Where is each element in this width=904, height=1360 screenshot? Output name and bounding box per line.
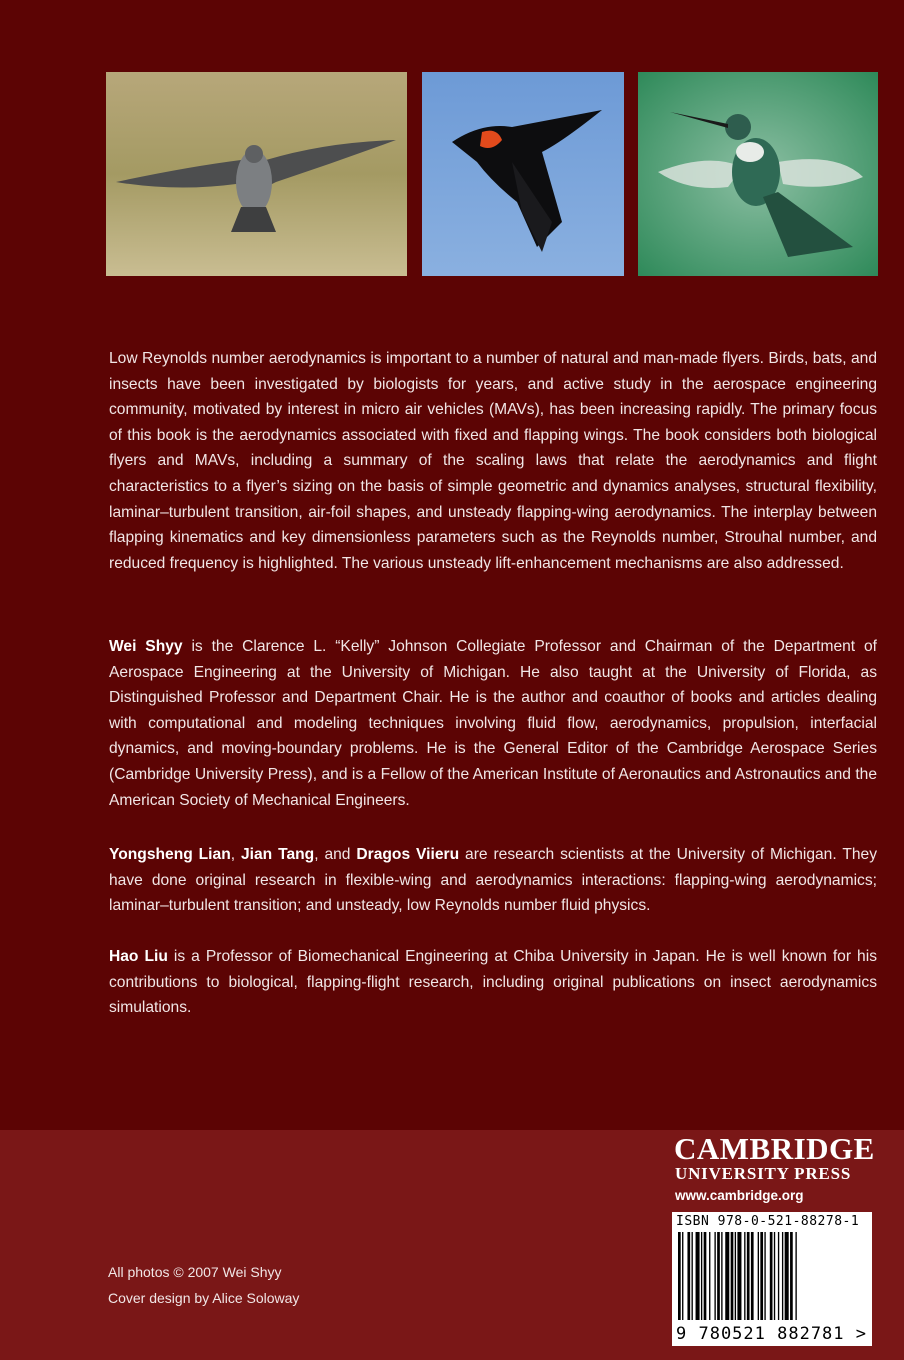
author-bio-text: is the Clarence L. “Kelly” Johnson Collegiate Professor and Chairman of the Department of Aerospace Engineering at the University of Michigan. He also taught at the University of Florida, as Distinguished Professor and Department Chair. He is the author and coauthor of books and articles dealing with computational and modeling techniques involving fluid flow, aerodynamics, propulsion, interfacial dynamics, and moving-boundary problems. He is the General Editor of the Cambridge Aerospace Series (Cambridge University Press), and is a Fellow of the American Institute of Aeronautics and Astronautics and the American Society of Mechanical Engineers.	[109, 638, 877, 809]
author-name: Yongsheng Lian	[109, 846, 231, 863]
author-name: Wei Shyy	[109, 638, 183, 655]
photo-bird-red-winged-blackbird	[422, 72, 624, 276]
author-bio-coauthors	[109, 842, 877, 919]
barcode-digits: 9 780521 882781 >	[676, 1324, 867, 1344]
isbn-barcode	[672, 1212, 872, 1346]
author-bio-text: are research scientists at the University of Michigan. They have done original research in flexible-wing and aerodynamics interactions: flapping-wing aerodynamics; laminar–turbulent transition; and unsteady, low Reynolds number fluid physics.	[109, 846, 877, 915]
book-summary: Low Reynolds number aerodynamics is important to a number of natural and man-made flyers. Birds, bats, and insects have been investigated by biologists for years, and active study in the aerospace engineering community, motivated by interest in micro air vehicles (MAVs), has been increasing rapidly. The primary focus of this book is the aerodynamics associated with fixed and flapping wings. The book considers both biological flyers and MAVs, including a summary of the scaling laws that relate the aerodynamics and flight characteristics to a flyer’s sizing on the basis of simple geometric and dynamics analyses, structural flexibility, laminar–turbulent transition, air-foil shapes, and unsteady flapping-wing aerodynamics. The interplay between flapping kinematics and key dimensionless parameters such as the Reynolds number, Strouhal number, and reduced frequency is highlighted. The various unsteady lift-enhancement mechanisms are also addressed.	[109, 350, 877, 572]
author-bio-hao-liu	[109, 944, 877, 1021]
author-name: Dragos Viieru	[356, 846, 460, 863]
author-bio-text: is a Professor of Biomechanical Engineering at Chiba University in Japan. He is well known for his contributions to biological, flapping-flight research, including original publications on insect aerodynamics simulations.	[109, 948, 877, 1017]
publisher-logo-name: CAMBRIDGE	[674, 1131, 875, 1166]
photo-credit: All photos © 2007 Wei Shyy	[108, 1264, 282, 1280]
design-credit: Cover design by Alice Soloway	[108, 1290, 300, 1306]
barcode-bars-icon	[678, 1232, 864, 1320]
author-name: Jian Tang	[240, 846, 315, 863]
name-separator: ,	[230, 846, 241, 863]
publisher-logo-subtitle: UNIVERSITY PRESS	[675, 1164, 852, 1183]
photo-bird-gray-flycatcher	[106, 72, 407, 276]
name-separator: , and	[314, 846, 357, 863]
author-name: Hao Liu	[109, 948, 168, 965]
photo-bird-hummingbird	[638, 72, 878, 276]
publisher-url: www.cambridge.org	[675, 1188, 804, 1203]
author-bio-wei-shyy	[109, 634, 877, 813]
isbn-number: ISBN 978-0-521-88278-1	[676, 1214, 860, 1229]
